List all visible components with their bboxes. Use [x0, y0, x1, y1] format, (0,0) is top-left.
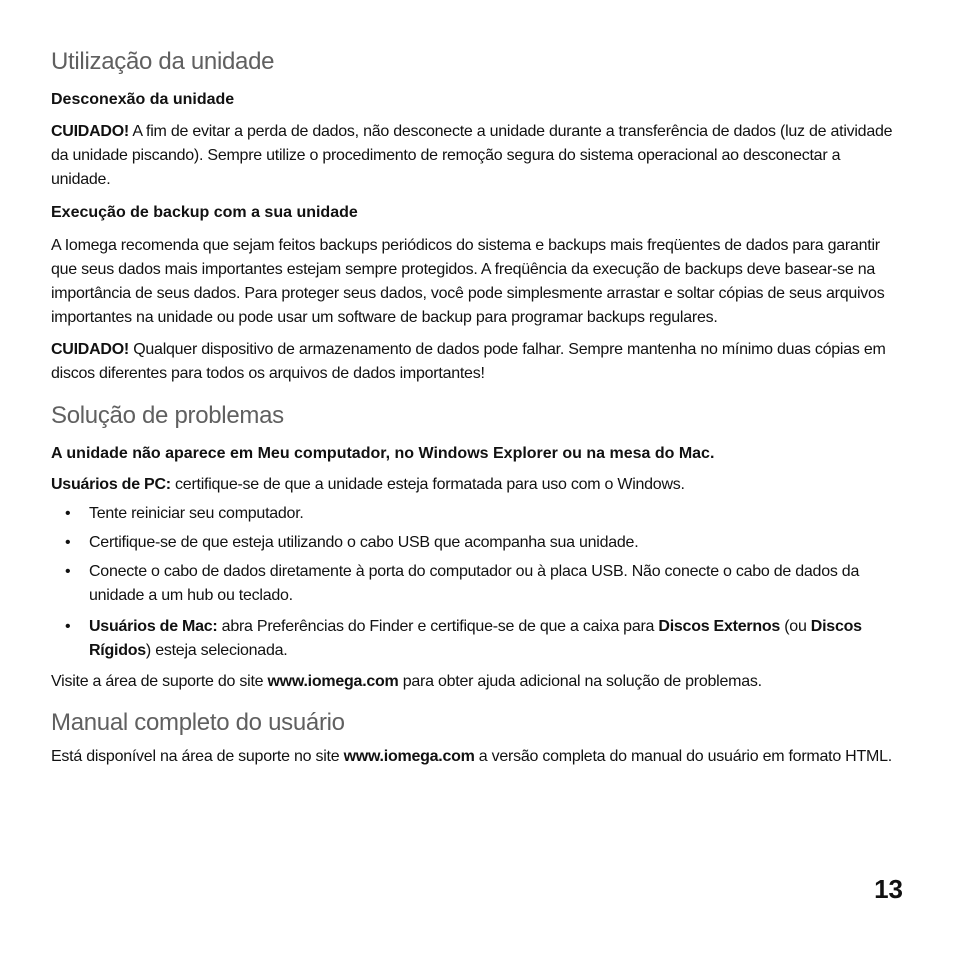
manual-paragraph: [51, 745, 903, 769]
section-heading-utilizacao: Utilização da unidade: [51, 48, 275, 75]
backup-paragraph: A Iomega recomenda que sejam feitos backups periódicos do sistema e backups mais freqüentes de dados para garantir que seus dados mais importantes estejam sempre protegidos. A freqüência da execução de backups deve basear-se na importância de seus dados. Para proteger seus dados, você pode simplesmente arrastar e soltar cópias de seus arquivos importantes na unidade ou pode usar um software de backup para programar backups regulares.: [51, 237, 885, 326]
support-paragraph: [51, 670, 903, 694]
troubleshooting-list: [51, 502, 903, 663]
mac-users-label: Usuários de Mac:: [89, 618, 218, 635]
caution-paragraph-backup: [51, 338, 903, 386]
list-item-text: Tente reiniciar seu computador.: [89, 505, 304, 522]
section-heading-solucao: Solução de problemas: [51, 402, 284, 429]
list-item: [51, 560, 903, 608]
discos-rigidos-label: Discos Rígidos: [89, 618, 862, 659]
mac-text-2: (ou: [780, 618, 811, 635]
subheading-desconexao: Desconexão da unidade: [51, 91, 235, 108]
list-item-mac: [51, 615, 903, 663]
discos-externos-label: Discos Externos: [658, 618, 781, 635]
list-item-text: Certifique-se de que esteja utilizando o cabo USB que acompanha sua unidade.: [89, 534, 639, 551]
caution-label: CUIDADO!: [51, 341, 129, 358]
caution-text: Qualquer dispositivo de armazenamento de dados pode falhar. Sempre mantenha no mínimo duas cópias em discos diferentes para todos os arquivos de dados importantes!: [51, 341, 886, 382]
manual-text-2: a versão completa do manual do usuário em formato HTML.: [474, 748, 892, 765]
mac-text-3: ) esteja selecionada.: [145, 642, 288, 659]
pc-users-paragraph: [51, 473, 903, 497]
support-text-1: Visite a área de suporte do site: [51, 673, 268, 690]
subheading-backup: Execução de backup com a sua unidade: [51, 204, 358, 221]
caution-label: CUIDADO!: [51, 123, 129, 140]
bullet-icon: •: [65, 618, 71, 635]
list-item-text: Conecte o cabo de dados diretamente à porta do computador ou à placa USB. Não conecte o cabo de dados da unidade a um hub ou teclado.: [89, 563, 860, 604]
bullet-icon: •: [65, 505, 71, 522]
caution-paragraph-disconnect: [51, 120, 903, 192]
pc-users-text: certifique-se de que a unidade esteja formatada para uso com o Windows.: [170, 476, 685, 493]
support-text-2: para obter ajuda adicional na solução de problemas.: [398, 673, 762, 690]
list-item: [51, 531, 903, 555]
iomega-link[interactable]: www.iomega.com: [267, 673, 399, 690]
iomega-link[interactable]: www.iomega.com: [343, 748, 475, 765]
bullet-icon: •: [65, 563, 71, 580]
problem-heading: A unidade não aparece em Meu computador, no Windows Explorer ou na mesa do Mac.: [51, 445, 715, 462]
mac-text-1: abra Preferências do Finder e certifique-se de que a caixa para: [217, 618, 659, 635]
caution-text: A fim de evitar a perda de dados, não desconecte a unidade durante a transferência de dados (luz de atividade da unidade piscando). Sempre utilize o procedimento de remoção segura do sistema operacional ao desconectar a unidade.: [51, 123, 893, 188]
list-item: [51, 502, 903, 526]
manual-text-1: Está disponível na área de suporte no site: [51, 748, 344, 765]
page-content: [51, 46, 903, 769]
bullet-icon: •: [65, 534, 71, 551]
page-number: 13: [874, 874, 903, 904]
section-heading-manual: Manual completo do usuário: [51, 709, 345, 736]
pc-users-label: Usuários de PC:: [51, 476, 171, 493]
